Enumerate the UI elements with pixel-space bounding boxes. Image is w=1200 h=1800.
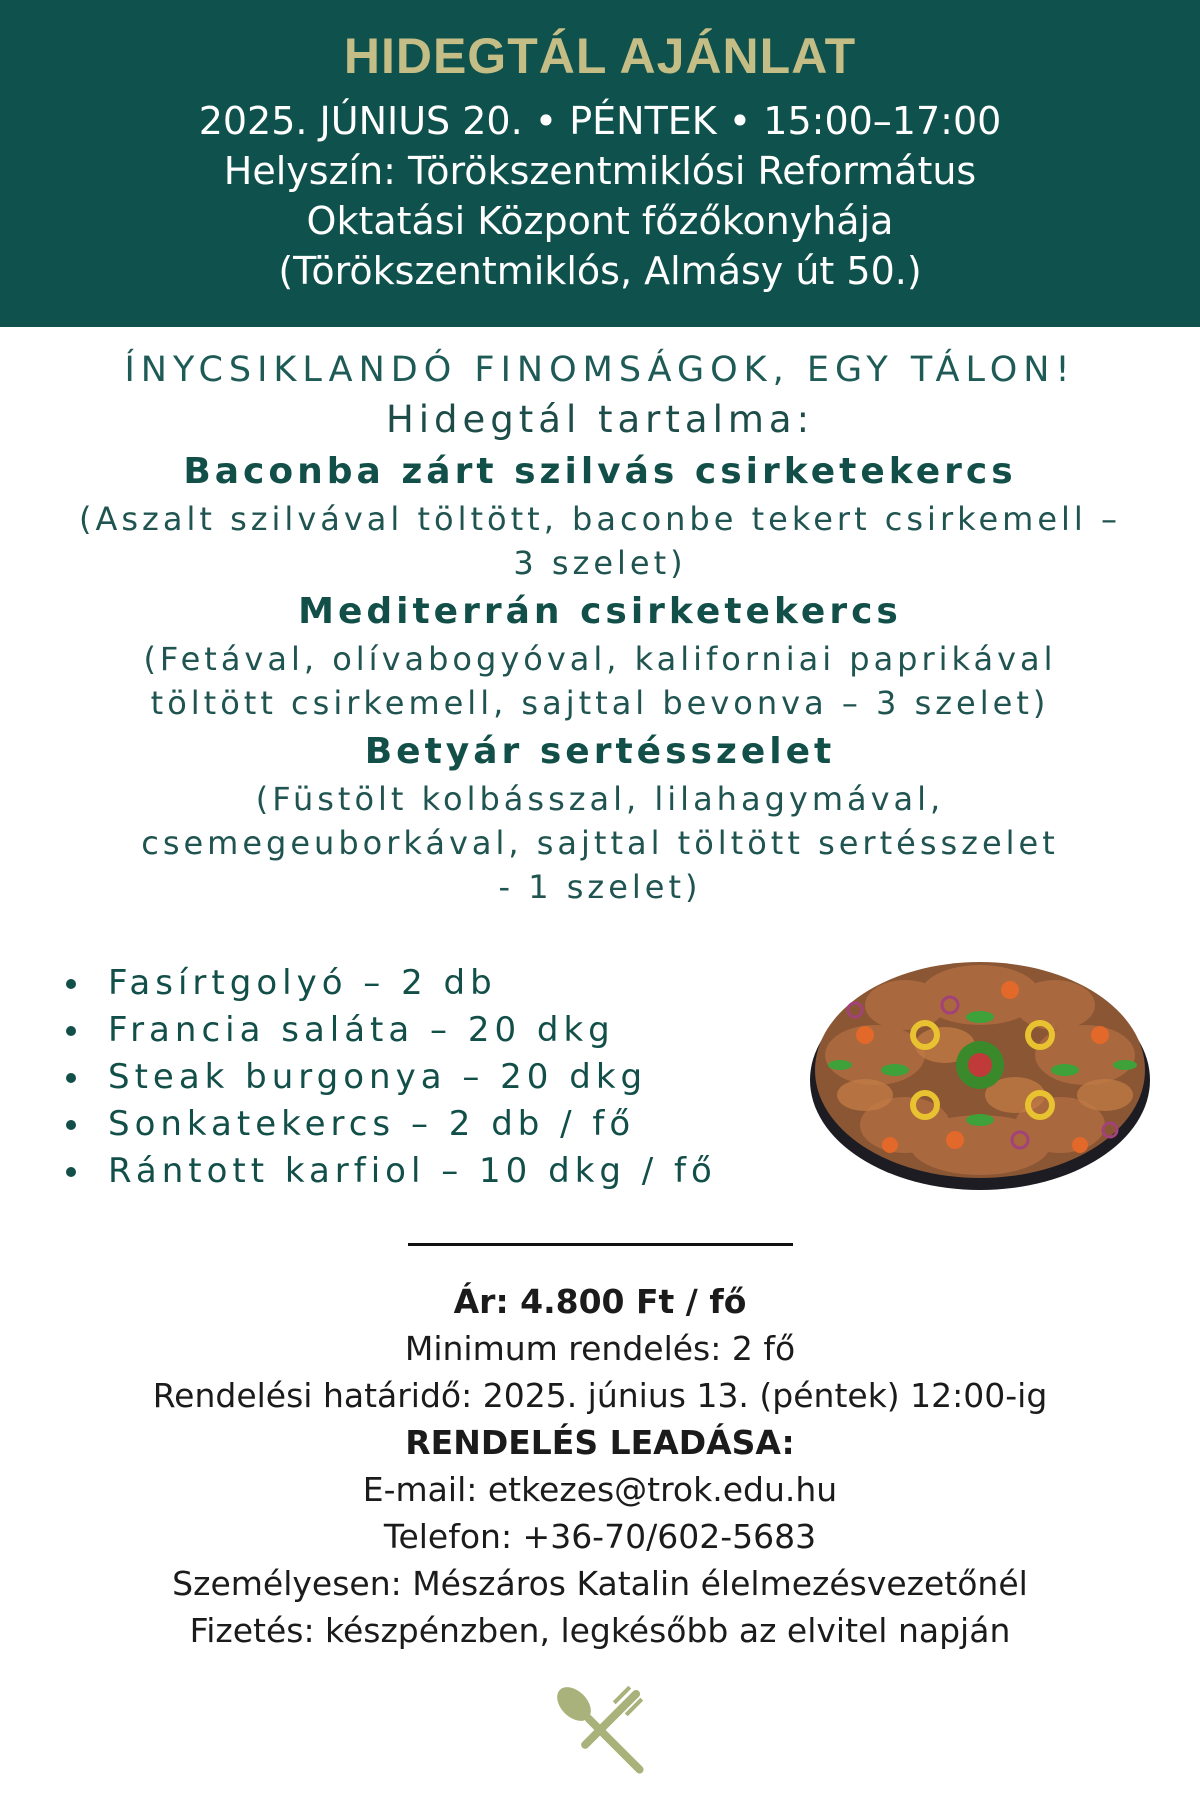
dish-1 [0,447,1200,585]
fork-and-spoon-icon [550,1680,650,1780]
dish-description-line: 3 szelet) [513,544,687,582]
menu-subheading: Hidegtál tartalma: [385,398,815,441]
minimum-order: Minimum rendelés: 2 fő [404,1329,796,1368]
page-title: HIDEGTÁL AJÁNLAT [343,28,857,84]
dish-description-line: töltött csirkemell, sajttal bevonva – 3 szelet) [150,684,1050,722]
platter-image [805,945,1155,1195]
extra-item-label: Francia saláta – 20 dkg [108,1010,615,1050]
bullet-icon [66,979,76,989]
contact-email: E-mail: etkezes@trok.edu.hu [362,1470,838,1509]
tagline: ÍNYCSIKLANDÓ FINOMSÁGOK, EGY TÁLON! [124,350,1076,390]
order-heading: RENDELÉS LEADÁSA: [405,1423,795,1462]
extra-item-label: Rántott karfiol – 10 dkg / fő [108,1151,717,1191]
extra-item-label: Sonkatekercs – 2 db / fő [108,1104,636,1144]
dish-title: Baconba zárt szilvás csirketekercs [183,451,1017,492]
dish-title: Betyár sertésszelet [364,731,836,772]
order-deadline: Rendelési határidő: 2025. június 13. (péntek) 12:00-ig [152,1376,1048,1415]
location-line-2: Oktatási Központ főzőkonyhája [306,199,894,243]
extras-list [62,960,717,1195]
dish-description-line: (Fetával, olívabogyóval, kaliforniai paprikával [143,640,1057,678]
list-item [62,1101,717,1148]
price: Ár: 4.800 Ft / fő [453,1282,747,1321]
extra-item-label: Fasírtgolyó – 2 db [108,963,497,1003]
dish-title: Mediterrán csirketekercs [298,591,902,632]
bullet-icon [66,1026,76,1036]
menu-content [0,345,1200,909]
bullet-icon [66,1073,76,1083]
location-line-3: (Törökszentmiklós, Almásy út 50.) [278,249,922,293]
bullet-icon [66,1120,76,1130]
list-item [62,1054,717,1101]
dish-3 [0,727,1200,909]
contact-phone: Telefon: +36-70/602-5683 [383,1517,817,1556]
header-banner [0,0,1200,327]
order-info [0,1278,1200,1654]
dish-2 [0,587,1200,725]
dish-description-line: csemegeuborkával, sajttal töltött sertésszelet [141,824,1059,862]
extra-item-label: Steak burgonya – 20 dkg [108,1057,648,1097]
dish-description-line: - 1 szelet) [498,868,702,906]
list-item [62,1148,717,1195]
list-item [62,960,717,1007]
in-person-contact: Személyesen: Mészáros Katalin élelmezésvezetőnél [172,1564,1028,1603]
dish-description-line: (Füstölt kolbásszal, lilahagymával, [255,780,945,818]
dish-description-line: (Aszalt szilvával töltött, baconbe tekert csirkemell – [79,500,1121,538]
section-divider [408,1243,793,1246]
bullet-icon [66,1167,76,1177]
location-line-1: Helyszín: Törökszentmiklósi Református [223,149,977,193]
event-date: 2025. JÚNIUS 20. • PÉNTEK • 15:00–17:00 [198,99,1002,143]
list-item [62,1007,717,1054]
payment-info: Fizetés: készpénzben, legkésőbb az elvitel napján [189,1611,1011,1650]
